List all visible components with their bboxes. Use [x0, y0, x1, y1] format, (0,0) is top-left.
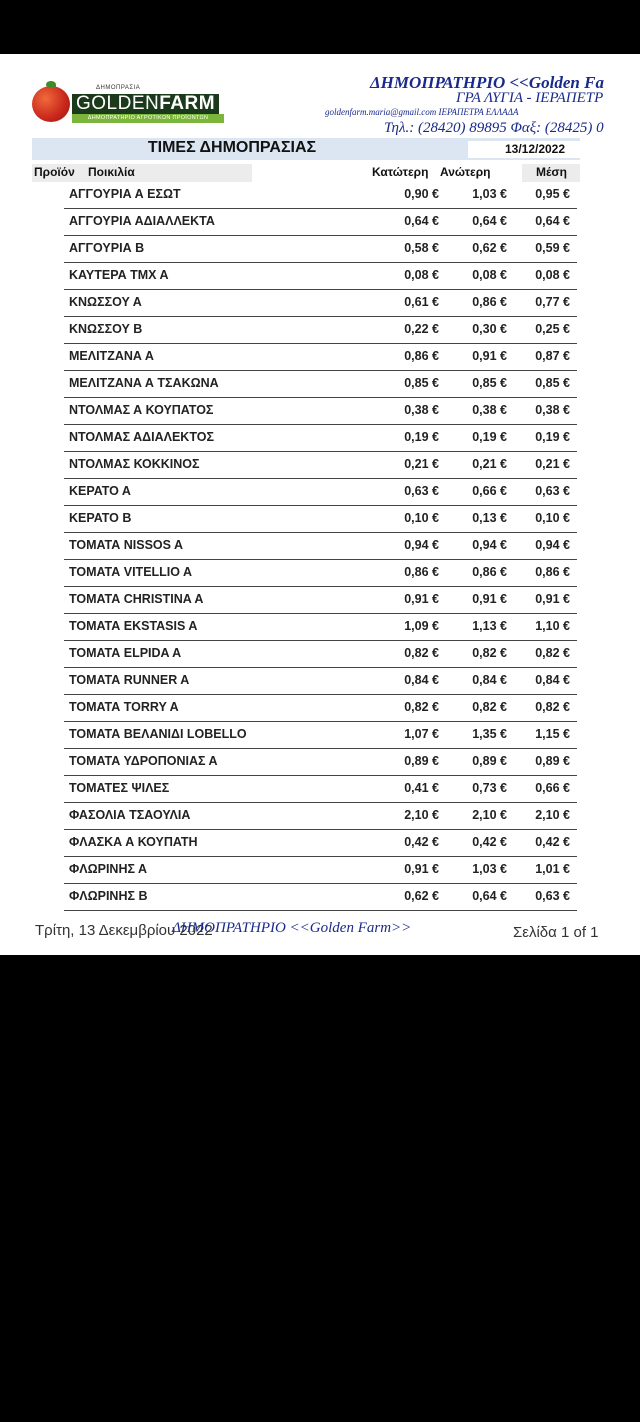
table-row [0, 452, 640, 479]
product-name: ΝΤΟΛΜΑΣ Α ΚΟΥΠΑΤΟΣ [69, 403, 214, 417]
tomato-icon [32, 86, 70, 122]
table-row [0, 722, 640, 749]
avg-price: 0,25 € [535, 322, 570, 336]
low-price: 0,86 € [404, 565, 439, 579]
product-name: ΤΟΜΑΤΑ NISSOS A [69, 538, 184, 552]
product-name: ΦΛΩΡΙΝΗΣ Β [69, 889, 148, 903]
avg-price: 0,82 € [535, 646, 570, 660]
product-name: ΑΓΓΟΥΡΙΑ ΑΔΙΑΛΛΕΚΤΑ [69, 214, 215, 228]
high-price: 0,64 € [472, 889, 507, 903]
low-price: 2,10 € [404, 808, 439, 822]
product-name: ΝΤΟΛΜΑΣ ΑΔΙΑΛΕΚΤΟΣ [69, 430, 214, 444]
low-price: 0,63 € [404, 484, 439, 498]
table-row [0, 830, 640, 857]
table-row [0, 857, 640, 884]
table-row [0, 398, 640, 425]
avg-price: 1,10 € [535, 619, 570, 633]
avg-price: 1,01 € [535, 862, 570, 876]
avg-price: 0,19 € [535, 430, 570, 444]
table-row [0, 506, 640, 533]
high-price: 0,08 € [472, 268, 507, 282]
high-price: 0,94 € [472, 538, 507, 552]
low-price: 0,86 € [404, 349, 439, 363]
high-price: 0,86 € [472, 295, 507, 309]
high-price: 0,89 € [472, 754, 507, 768]
low-price: 0,22 € [404, 322, 439, 336]
low-price: 0,82 € [404, 700, 439, 714]
high-price: 0,91 € [472, 349, 507, 363]
footer-date: Τρίτη, 13 Δεκεμβρίου 2022 [35, 922, 213, 939]
high-price: 1,35 € [472, 727, 507, 741]
product-name: ΚΕΡΑΤΟ Α [69, 484, 131, 498]
avg-price: 0,95 € [535, 187, 570, 201]
low-price: 0,85 € [404, 376, 439, 390]
low-price: 0,82 € [404, 646, 439, 660]
product-name: ΚΝΩΣΣΟΥ Α [69, 295, 142, 309]
table-row [0, 317, 640, 344]
low-price: 0,08 € [404, 268, 439, 282]
avg-price: 1,15 € [535, 727, 570, 741]
low-price: 0,64 € [404, 214, 439, 228]
avg-price: 0,10 € [535, 511, 570, 525]
product-name: ΜΕΛΙΤΖΑΝΑ Α [69, 349, 154, 363]
product-name: ΚΝΩΣΣΟΥ Β [69, 322, 143, 336]
col-avg: Μέση [536, 165, 567, 179]
table-row [0, 884, 640, 911]
high-price: 0,42 € [472, 835, 507, 849]
logo-strip: ΔΗΜΟΠΡΑΤΗΡΙΟ ΑΓΡΟΤΙΚΩΝ ΠΡΟΪΟΝΤΩΝ [72, 114, 224, 123]
product-name: ΤΟΜΑΤΑ RUNNER A [69, 673, 190, 687]
product-name: ΤΟΜΑΤΑ TORRY A [69, 700, 179, 714]
high-price: 0,84 € [472, 673, 507, 687]
high-price: 0,62 € [472, 241, 507, 255]
table-row [0, 533, 640, 560]
avg-price: 0,86 € [535, 565, 570, 579]
low-price: 0,89 € [404, 754, 439, 768]
col-variety: Ποικιλία [88, 165, 135, 179]
high-price: 0,21 € [472, 457, 507, 471]
table-row [0, 371, 640, 398]
product-name: ΤΟΜΑΤΕΣ ΨΙΛΕΣ [69, 781, 170, 795]
logo-top-text: ΔΗΜΟΠΡΑΣΙΑ [96, 85, 141, 91]
col-product: Προϊόν [34, 165, 75, 179]
low-price: 0,61 € [404, 295, 439, 309]
product-name: ΦΑΣΟΛΙΑ ΤΣΑΟΥΛΙΑ [69, 808, 191, 822]
low-price: 0,91 € [404, 592, 439, 606]
logo-golden: GOLDEN [76, 93, 160, 114]
product-name: ΦΛΩΡΙΝΗΣ Α [69, 862, 148, 876]
high-price: 2,10 € [472, 808, 507, 822]
avg-price: 0,38 € [535, 403, 570, 417]
table-row [0, 803, 640, 830]
report-date: 13/12/2022 [468, 141, 602, 158]
product-name: ΤΟΜΑΤΑ CHRISTINA A [69, 592, 204, 606]
low-price: 1,09 € [404, 619, 439, 633]
low-price: 0,91 € [404, 862, 439, 876]
table-row [0, 749, 640, 776]
high-price: 0,82 € [472, 646, 507, 660]
price-table [0, 182, 640, 911]
company-email: goldenfarm.maria@gmail.com ΙΕΡΑΠΕΤΡΑ ΕΛΛΑΔΑ [325, 107, 519, 117]
product-name: ΜΕΛΙΤΖΑΝΑ Α ΤΣΑΚΩΝΑ [69, 376, 219, 390]
avg-price: 0,87 € [535, 349, 570, 363]
table-row [0, 695, 640, 722]
product-name: ΤΟΜΑΤΑ VITELLIO A [69, 565, 193, 579]
avg-price: 0,66 € [535, 781, 570, 795]
avg-price: 0,94 € [535, 538, 570, 552]
low-price: 0,19 € [404, 430, 439, 444]
high-price: 0,66 € [472, 484, 507, 498]
column-header [32, 164, 580, 182]
company-phone: Τηλ.: (28420) 89895 Φαξ: (28425) 0 [384, 120, 604, 136]
low-price: 1,07 € [404, 727, 439, 741]
high-price: 1,13 € [472, 619, 507, 633]
price-sheet [0, 54, 640, 955]
table-row [0, 668, 640, 695]
table-row [0, 290, 640, 317]
product-name: ΚΕΡΑΤΟ Β [69, 511, 132, 525]
product-name: ΤΟΜΑΤΑ ELPIDA A [69, 646, 182, 660]
product-name: ΑΓΓΟΥΡΙΑ Β [69, 241, 145, 255]
table-row [0, 560, 640, 587]
table-row [0, 587, 640, 614]
avg-price: 0,21 € [535, 457, 570, 471]
product-name: ΤΟΜΑΤΑ ΒΕΛΑΝΙΔΙ LOBELLO [69, 727, 247, 741]
high-price: 0,82 € [472, 700, 507, 714]
product-name: ΑΓΓΟΥΡΙΑ Α ΕΣΩΤ [69, 187, 181, 201]
low-price: 0,10 € [404, 511, 439, 525]
low-price: 0,94 € [404, 538, 439, 552]
col-high: Ανώτερη [440, 165, 491, 179]
high-price: 0,64 € [472, 214, 507, 228]
low-price: 0,38 € [404, 403, 439, 417]
product-name: ΦΛΑΣΚΑ Α ΚΟΥΠΑΤΗ [69, 835, 198, 849]
avg-price: 0,63 € [535, 889, 570, 903]
high-price: 0,30 € [472, 322, 507, 336]
logo-farm: FARM [159, 93, 216, 114]
product-name: ΤΟΜΑΤΑ EKSTASIS A [69, 619, 198, 633]
avg-price: 0,64 € [535, 214, 570, 228]
logo-wordmark [72, 94, 219, 114]
high-price: 0,19 € [472, 430, 507, 444]
col-low: Κατώτερη [372, 165, 429, 179]
table-row [0, 263, 640, 290]
avg-price: 0,59 € [535, 241, 570, 255]
leaf-icon [46, 81, 56, 88]
avg-price: 0,84 € [535, 673, 570, 687]
low-price: 0,90 € [404, 187, 439, 201]
table-row [0, 236, 640, 263]
low-price: 0,84 € [404, 673, 439, 687]
avg-price: 0,77 € [535, 295, 570, 309]
row-divider [64, 910, 577, 911]
report-title: ΤΙΜΕΣ ΔΗΜΟΠΡΑΣΙΑΣ [147, 139, 317, 156]
avg-price: 0,08 € [535, 268, 570, 282]
high-price: 0,85 € [472, 376, 507, 390]
footer-page: Σελίδα 1 of 1 [513, 924, 599, 941]
golden-farm-logo [32, 84, 224, 124]
avg-price: 0,85 € [535, 376, 570, 390]
product-name: ΤΟΜΑΤΑ ΥΔΡΟΠΟΝΙΑΣ Α [69, 754, 218, 768]
high-price: 0,13 € [472, 511, 507, 525]
high-price: 0,38 € [472, 403, 507, 417]
low-price: 0,21 € [404, 457, 439, 471]
footer-company: ΔΗΜΟΠΡΑΤΗΡΙΟ <<Golden Farm>> [172, 920, 412, 936]
high-price: 0,91 € [472, 592, 507, 606]
company-title: ΔΗΜΟΠΡΑΤΗΡΙΟ <<Golden Fa [370, 73, 604, 92]
table-row [0, 182, 640, 209]
avg-price: 0,82 € [535, 700, 570, 714]
product-name: ΚΑΥΤΕΡΑ ΤΜΧ Α [69, 268, 169, 282]
table-row [0, 425, 640, 452]
avg-price: 0,89 € [535, 754, 570, 768]
table-row [0, 344, 640, 371]
table-row [0, 776, 640, 803]
table-row [0, 641, 640, 668]
avg-price: 2,10 € [535, 808, 570, 822]
table-row [0, 479, 640, 506]
avg-price: 0,63 € [535, 484, 570, 498]
high-price: 1,03 € [472, 862, 507, 876]
table-row [0, 614, 640, 641]
high-price: 0,86 € [472, 565, 507, 579]
company-address: ΓΡΑ ΛΥΓΙΑ - ΙΕΡΑΠΕΤΡ [456, 90, 604, 106]
high-price: 0,73 € [472, 781, 507, 795]
low-price: 0,41 € [404, 781, 439, 795]
low-price: 0,42 € [404, 835, 439, 849]
avg-price: 0,42 € [535, 835, 570, 849]
low-price: 0,58 € [404, 241, 439, 255]
low-price: 0,62 € [404, 889, 439, 903]
title-bar [32, 138, 580, 160]
high-price: 1,03 € [472, 187, 507, 201]
product-name: ΝΤΟΛΜΑΣ ΚΟΚΚΙΝΟΣ [69, 457, 200, 471]
table-row [0, 209, 640, 236]
avg-price: 0,91 € [535, 592, 570, 606]
